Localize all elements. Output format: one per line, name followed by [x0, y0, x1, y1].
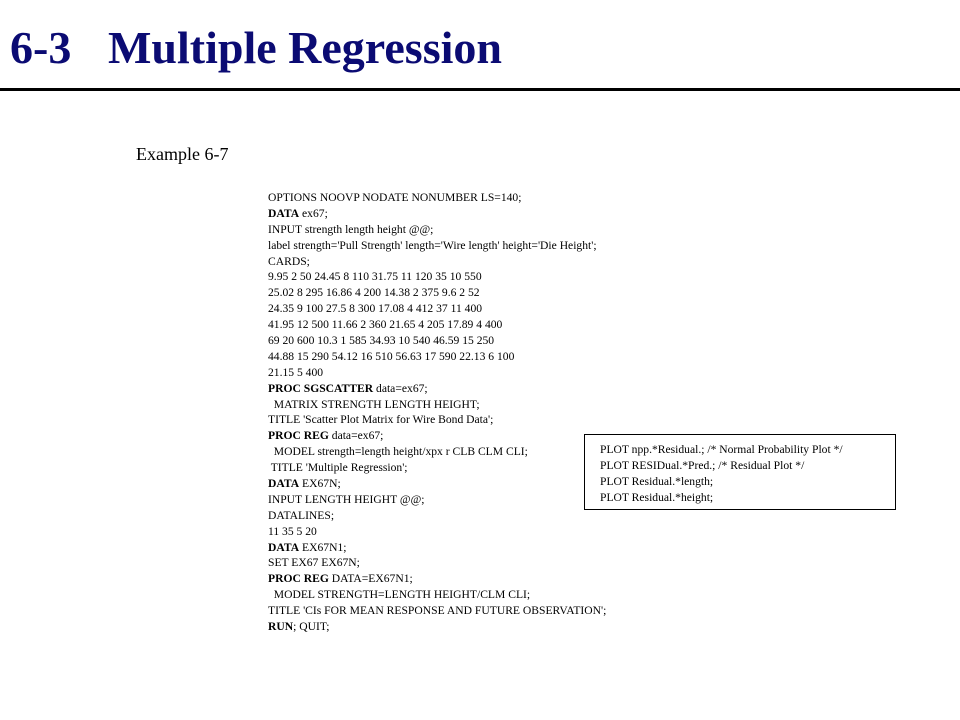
code-text: data=ex67;: [373, 381, 428, 395]
code-text: TITLE 'Scatter Plot Matrix for Wire Bond Data';: [268, 413, 494, 427]
code-text: DATA=EX67N1;: [328, 572, 413, 586]
code-keyword: PROC REG: [268, 429, 329, 443]
plot-statement: PLOT RESIDual.*Pred.; /* Residual Plot */: [600, 458, 805, 472]
code-keyword: PROC SGSCATTER: [268, 381, 374, 395]
code-line: [268, 603, 606, 619]
code-line: [268, 349, 606, 365]
code-line: [268, 412, 606, 428]
code-text: OPTIONS NOOVP NODATE NONUMBER LS=140;: [268, 191, 522, 204]
code-text: EX67N1;: [299, 540, 347, 554]
code-keyword: PROC REG: [268, 572, 329, 586]
code-text: 21.15 5 400: [268, 365, 324, 379]
code-text: INPUT strength length height @@;: [268, 222, 434, 236]
code-text: CARDS;: [268, 254, 310, 268]
code-text: 9.95 2 50 24.45 8 110 31.75 11 120 35 10 550: [268, 270, 482, 284]
code-line: [268, 428, 606, 444]
code-line: [268, 619, 606, 635]
slide-title: [10, 18, 502, 78]
code-line: [268, 238, 606, 254]
code-line: [268, 540, 606, 556]
code-text: ; QUIT;: [293, 620, 330, 634]
code-text: ex67;: [299, 206, 328, 220]
code-text: TITLE 'Multiple Regression';: [268, 461, 408, 475]
code-line: [268, 285, 606, 301]
code-text: INPUT LENGTH HEIGHT @@;: [268, 492, 425, 506]
code-text: TITLE 'CIs FOR MEAN RESPONSE AND FUTURE OBSERVATION';: [268, 604, 607, 618]
code-line: [268, 365, 606, 381]
code-text: DATALINES;: [268, 508, 335, 522]
sas-code-block: [268, 190, 606, 635]
plot-statements-box: [584, 434, 896, 510]
code-line: [268, 587, 606, 603]
code-text: SET EX67 EX67N;: [268, 556, 360, 570]
code-keyword: DATA: [268, 540, 300, 554]
code-text: 41.95 12 500 11.66 2 360 21.65 4 205 17.89 4 400: [268, 318, 503, 332]
plot-statement: PLOT npp.*Residual.; /* Normal Probability Plot */: [600, 443, 843, 456]
code-keyword: DATA: [268, 206, 300, 220]
code-text: MODEL STRENGTH=LENGTH HEIGHT/CLM CLI;: [268, 588, 531, 602]
code-text: MATRIX STRENGTH LENGTH HEIGHT;: [268, 397, 480, 411]
code-keyword: RUN: [268, 620, 294, 634]
code-text: data=ex67;: [328, 429, 384, 443]
plot-statement: PLOT Residual.*length;: [600, 474, 714, 488]
code-line: [268, 508, 606, 524]
code-line: [268, 524, 606, 540]
code-line: [268, 222, 606, 238]
code-keyword: DATA: [268, 477, 300, 491]
code-line: [268, 190, 606, 206]
code-line: [268, 476, 606, 492]
title-text: Multiple Regression: [108, 22, 502, 73]
code-text: label strength='Pull Strength' length='Wire length' height='Die Height';: [268, 238, 597, 252]
code-line: [268, 555, 606, 571]
code-line: [268, 571, 606, 587]
code-line: [268, 254, 606, 270]
plot-statement: PLOT Residual.*height;: [600, 490, 714, 504]
code-text: 11 35 5 20: [268, 524, 317, 538]
code-text: 44.88 15 290 54.12 16 510 56.63 17 590 22.13 6 100: [268, 349, 515, 363]
code-line: [268, 317, 606, 333]
code-text: 25.02 8 295 16.86 4 200 14.38 2 375 9.6 2 52: [268, 286, 480, 300]
title-number: 6-3: [10, 22, 72, 73]
code-line: [268, 492, 606, 508]
code-text: 69 20 600 10.3 1 585 34.93 10 540 46.59 15 250: [268, 334, 495, 348]
code-line: [268, 460, 606, 476]
code-text: MODEL strength=length height/xpx r CLB CLM CLI;: [268, 445, 528, 459]
code-line: [268, 206, 606, 222]
code-line: [268, 269, 606, 285]
example-label: Example 6-7: [136, 144, 229, 164]
code-text: 24.35 9 100 27.5 8 300 17.08 4 412 37 11 400: [268, 302, 483, 316]
code-line: [268, 333, 606, 349]
code-line: [268, 301, 606, 317]
code-line: [268, 444, 606, 460]
code-line: [268, 397, 606, 413]
code-line: [268, 381, 606, 397]
code-text: EX67N;: [299, 477, 341, 491]
title-divider: [0, 88, 960, 91]
